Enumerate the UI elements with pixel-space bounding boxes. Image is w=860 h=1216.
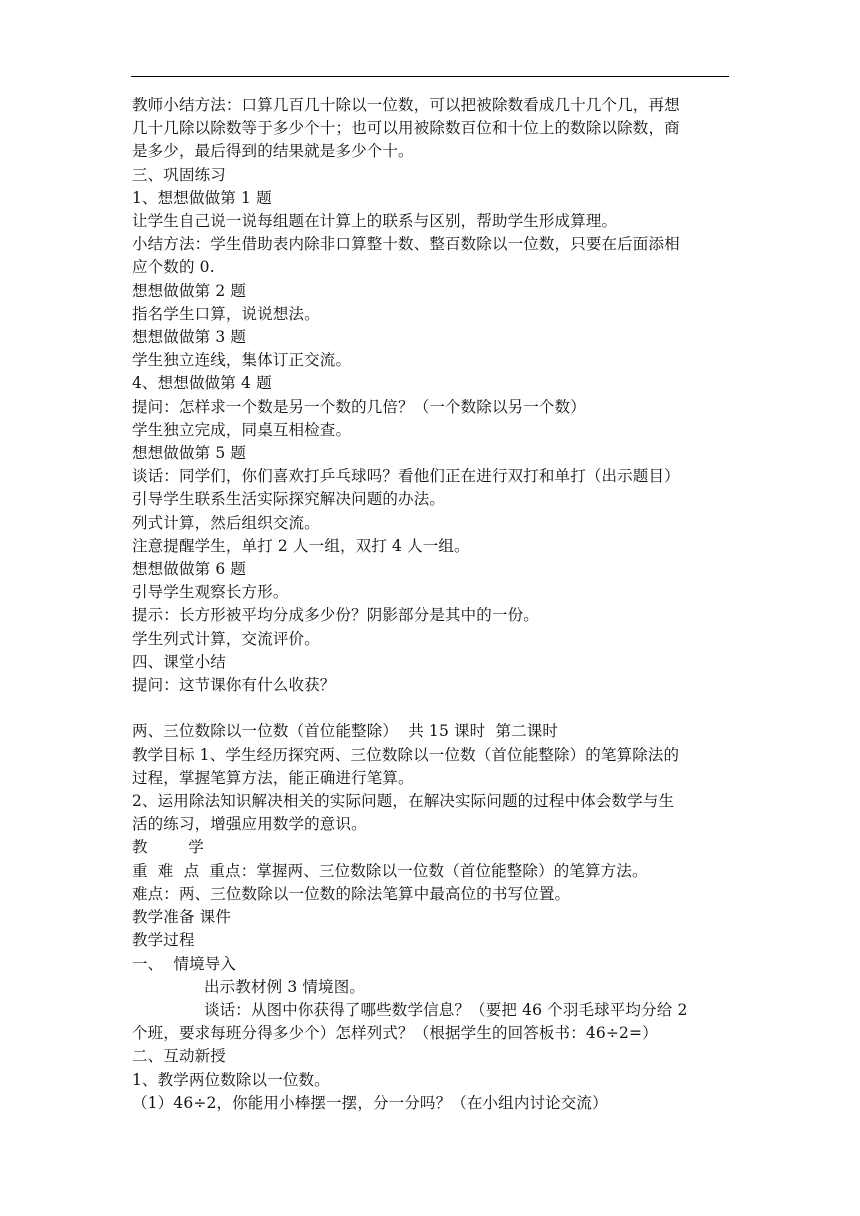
text-line: 教 学 <box>132 838 204 857</box>
text-line: 想想做做第 5 题 <box>132 444 247 463</box>
text-line: 重 难 点 重点：掌握两、三位数除以一位数（首位能整除）的笔算方法。 <box>132 861 648 880</box>
document-body <box>132 94 732 1115</box>
text-line: 活的练习，增强应用数学的意识。 <box>132 815 367 834</box>
text-line: 提问：这节课你有什么收获？ <box>132 676 336 695</box>
section-heading: 四、课堂小结 <box>132 652 226 671</box>
text-line: 想想做做第 2 题 <box>132 281 247 300</box>
text-line: 提问：怎样求一个数是另一个数的几倍？（一个数除以另一个数） <box>132 397 586 416</box>
text-line: 指名学生口算，说说想法。 <box>132 304 320 323</box>
text-line: 注意提醒学生，单打 2 人一组，双打 4 人一组。 <box>132 536 470 555</box>
blank-line <box>132 697 732 720</box>
section-heading: 三、巩固练习 <box>132 165 226 184</box>
text-line: 学生独立完成，同桌互相检查。 <box>132 420 352 439</box>
text-line: 想想做做第 3 题 <box>132 328 247 347</box>
section-heading: 一、 情境导入 <box>132 954 237 973</box>
text-line: 2、运用除法知识解决相关的实际问题，在解决实际问题的过程中体会数学与生 <box>132 792 675 811</box>
text-line: 难点：两、三位数除以一位数的除法笔算中最高位的书写位置。 <box>132 884 571 903</box>
text-line: 提示：长方形被平均分成多少份？阴影部分是其中的一份。 <box>132 606 539 625</box>
header-rule <box>131 76 729 77</box>
text-line: 几十几除以除数等于多少个十；也可以用被除数百位和十位上的数除以除数，商 <box>132 119 680 138</box>
text-line: 应个数的 0. <box>132 258 215 277</box>
text-line: 出示教材例 3 情境图。 <box>204 977 366 996</box>
text-line: 教学过程 <box>132 931 195 950</box>
text-line: 让学生自己说一说每组题在计算上的联系与区别，帮助学生形成算理。 <box>132 212 618 231</box>
text-line: 教学准备 课件 <box>132 908 231 927</box>
text-line: 谈话：从图中你获得了哪些数学信息？（要把 46 个羽毛球平均分给 2 <box>204 1000 688 1019</box>
text-line: 谈话：同学们，你们喜欢打乒乓球吗？看他们正在进行双打和单打（出示题目） <box>132 467 680 486</box>
lesson-title: 两、三位数除以一位数（首位能整除） 共 15 课时 第二课时 <box>132 722 559 741</box>
text-line: 列式计算，然后组织交流。 <box>132 513 320 532</box>
text-line: （1）46÷2，你能用小棒摆一摆，分一分吗？（在小组内讨论交流） <box>132 1093 608 1112</box>
text-line: 小结方法：学生借助表内除非口算整十数、整百数除以一位数，只要在后面添相 <box>132 235 680 254</box>
text-line: 学生独立连线，集体订正交流。 <box>132 351 352 370</box>
text-line: 引导学生观察长方形。 <box>132 583 289 602</box>
text-line: 4、想想做做第 4 题 <box>132 374 272 393</box>
section-heading: 二、互动新授 <box>132 1047 226 1066</box>
text-line: 是多少，最后得到的结果就是多少个十。 <box>132 142 414 161</box>
text-line: 引导学生联系生活实际探究解决问题的办法。 <box>132 490 446 509</box>
text-line: 1、想想做做第 1 题 <box>132 188 272 207</box>
text-line: 1、教学两位数除以一位数。 <box>132 1070 330 1089</box>
text-line: 想想做做第 6 题 <box>132 560 247 579</box>
text-line: 学生列式计算，交流评价。 <box>132 629 320 648</box>
text-line: 教师小结方法：口算几百几十除以一位数，可以把被除数看成几十几个几，再想 <box>132 96 680 114</box>
text-line: 个班，要求每班分得多少个）怎样列式？（根据学生的回答板书：46÷2=） <box>132 1024 658 1043</box>
text-line: 过程，掌握笔算方法，能正确进行笔算。 <box>132 768 414 787</box>
text-line: 教学目标 1、学生经历探究两、三位数除以一位数（首位能整除）的笔算除法的 <box>132 745 680 764</box>
